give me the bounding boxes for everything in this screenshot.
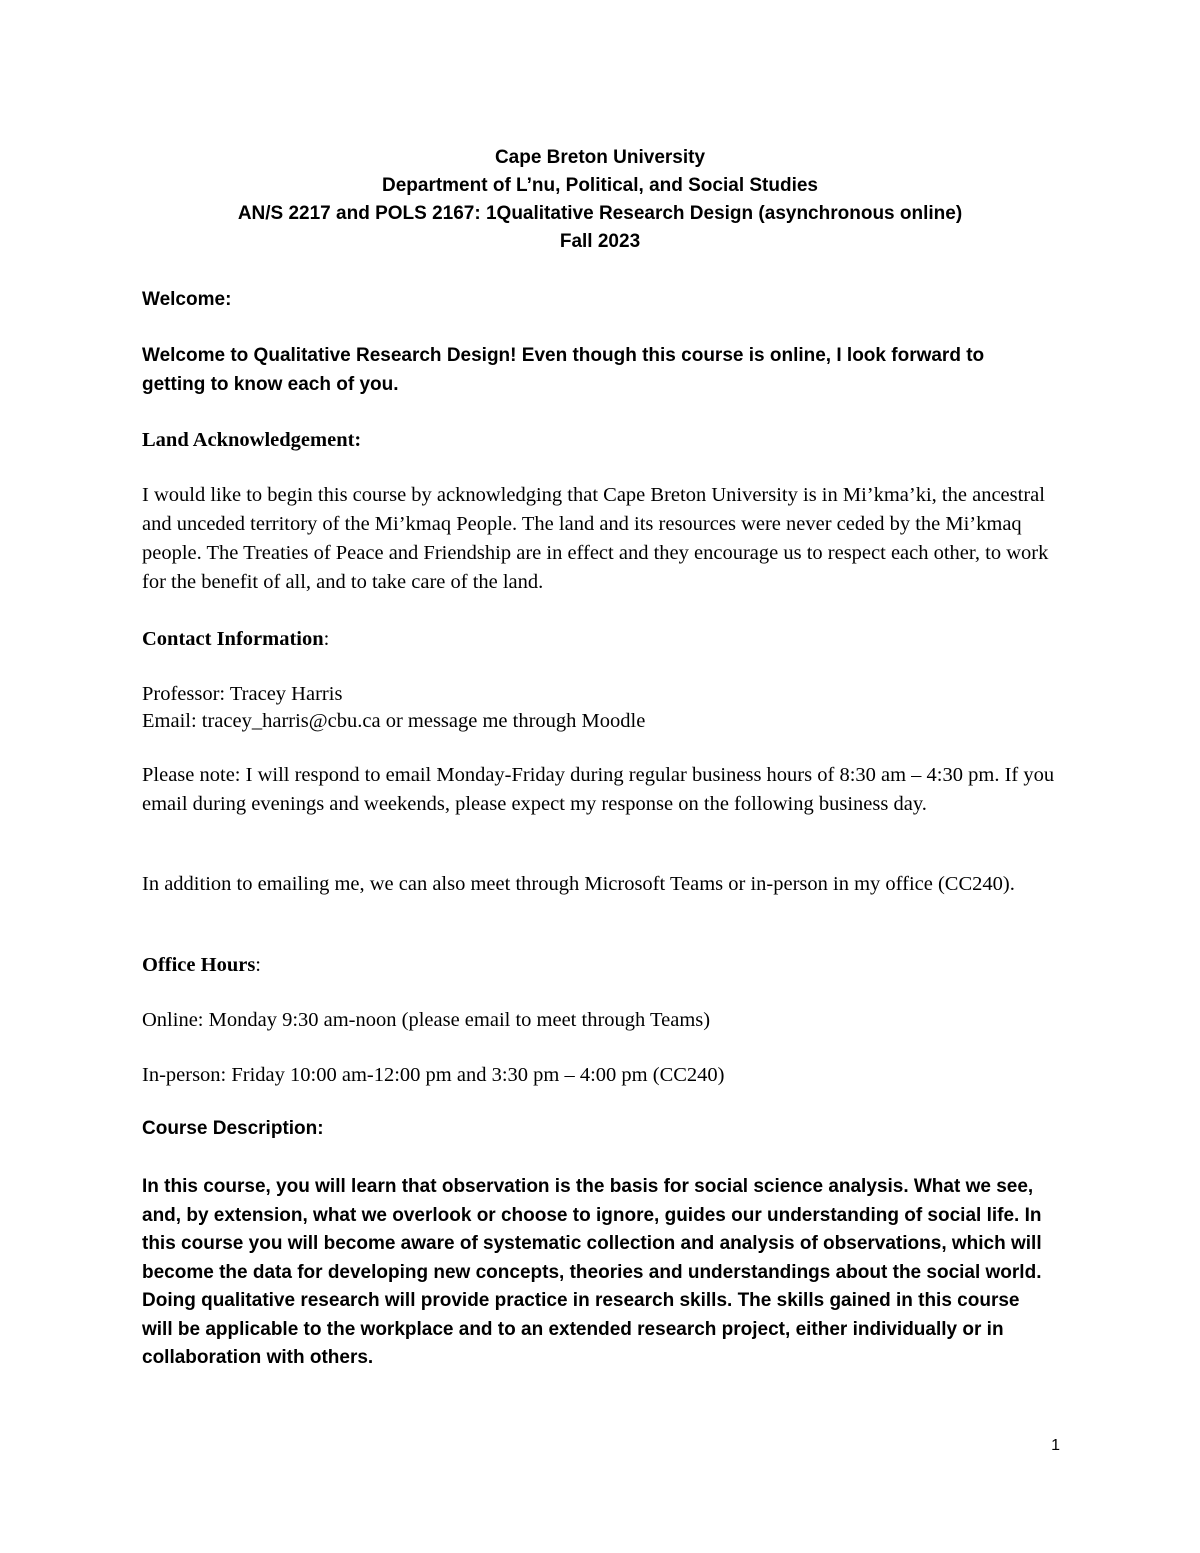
course-description-heading: Course Description: (142, 1118, 324, 1139)
contact-heading (142, 625, 1062, 654)
term: Fall 2023 (559, 231, 641, 252)
welcome-text: Welcome to Qualitative Research Design! Even though this course is online, I look forward to getting to know each of you. (142, 345, 985, 395)
page-number: 1 (1051, 1437, 1060, 1454)
welcome-heading: Welcome: (142, 289, 232, 310)
office-hours-heading-colon: : (255, 954, 261, 976)
professor-name: Professor: Tracey Harris (142, 683, 343, 705)
contact-heading-colon: : (323, 628, 330, 650)
land-acknowledgement-text: I would like to begin this course by acknowledging that Cape Breton University is in Mi’kma’ki, the ancestral and unceded territory of the Mi’kmaq People. The land and its resources were never ceded by the Mi’kmaq people. The Treaties of Peace and Friendship are in effect and they encourage us to respect each other, to work for the benefit of all, and to take care of the land. (142, 484, 1049, 593)
department-name: Department of L’nu, Political, and Social Studies (381, 175, 819, 196)
course-description-text: In this course, you will learn that observation is the basis for social science analysis. What we see, and, by extension, what we overlook or choose to ignore, guides our understanding of social life. In this course you will become aware of systematic collection and analysis of observations, which will become the data for developing new concepts, theories and understandings about the social world. Doing qualitative research will provide practice in research skills. The skills gained in this course will be applicable to the workplace and to an extended research project, either individually or in collaboration with others. (142, 1176, 1042, 1368)
office-hours-heading-label: Office Hours (142, 954, 256, 976)
office-hours-heading (142, 951, 1062, 980)
meeting-options: In addition to emailing me, we can also meet through Microsoft Teams or in-person in my office (CC240). (142, 873, 1015, 895)
course-title: AN/S 2217 and POLS 2167: 1Qualitative Research Design (asynchronous online) (237, 203, 963, 224)
contact-email: Email: tracey_harris@cbu.ca or message me through Moodle (142, 710, 646, 732)
office-hours-in-person: In-person: Friday 10:00 am-12:00 pm and 3:30 pm – 4:00 pm (CC240) (142, 1064, 725, 1086)
university-name: Cape Breton University (494, 147, 706, 168)
email-response-note: Please note: I will respond to email Monday-Friday during regular business hours of 8:30 am – 4:30 pm. If you email during evenings and weekends, please expect my response on the following business day. (142, 764, 1055, 815)
land-acknowledgement-heading: Land Acknowledgement: (142, 429, 362, 451)
document-header (142, 144, 1058, 256)
contact-heading-label: Contact Information (142, 628, 324, 650)
office-hours-online: Online: Monday 9:30 am-noon (please email to meet through Teams) (142, 1009, 711, 1031)
